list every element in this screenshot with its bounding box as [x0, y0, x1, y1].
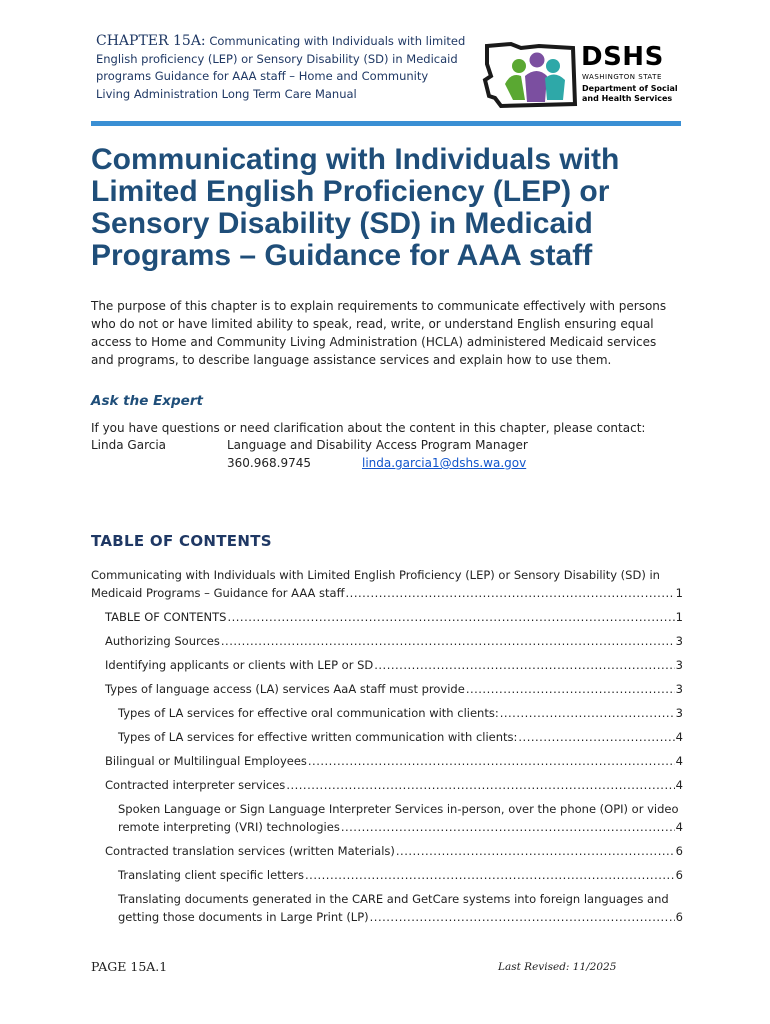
toc-entry-label: Identifying applicants or clients with LEP or SD	[105, 658, 374, 672]
toc-entry-label: Types of language access (LA) services AaA staff must provide	[105, 682, 465, 696]
toc-page-number: 6	[675, 844, 683, 858]
footer-page-number: PAGE 15A.1	[91, 959, 168, 974]
toc-leader	[308, 752, 675, 770]
toc-entry-label: remote interpreting (VRI) technologies	[118, 820, 340, 834]
toc-entry[interactable]	[91, 800, 683, 836]
toc-entry[interactable]	[91, 704, 683, 722]
toc-page-number: 3	[675, 658, 683, 672]
chapter-description: Communicating with Individuals with limited English proficiency (LEP) or Sensory Disability (SD) in Medicaid programs Guidance for AAA staff – Home and Community Living Administration Long Term Care Manual	[96, 34, 466, 101]
toc-leader	[466, 680, 675, 698]
page-title: Communicating with Individuals with Limited English Proficiency (LEP) or Sensory Disability (SD) in Medicaid Programs – Guidance for AAA staff	[91, 143, 620, 272]
toc-entry[interactable]	[91, 752, 683, 770]
contact-role: Language and Disability Access Program Manager	[227, 438, 528, 452]
header-rule	[91, 121, 681, 126]
toc-entry[interactable]	[91, 566, 683, 602]
toc-page-number: 1	[675, 610, 683, 624]
ask-expert-intro: If you have questions or need clarification about the content in this chapter, please contact:	[91, 421, 646, 435]
toc-leader	[286, 776, 674, 794]
toc-entry-label: Contracted interpreter services	[105, 778, 286, 792]
toc-page-number: 4	[675, 754, 683, 768]
toc-leader	[341, 818, 675, 836]
toc-entry-line1: Translating documents generated in the CARE and GetCare systems into foreign languages and	[118, 892, 669, 906]
toc-entry-label: Medicaid Programs – Guidance for AAA staff	[91, 586, 345, 600]
contact-email-link[interactable]: linda.garcia1@dshs.wa.gov	[362, 456, 527, 470]
toc-entry-label: Translating client specific letters	[118, 868, 305, 882]
toc-entry[interactable]	[91, 632, 683, 650]
toc-entry[interactable]	[91, 890, 683, 926]
washington-map-icon	[481, 40, 581, 112]
toc-entry-line1: Communicating with Individuals with Limited English Proficiency (LEP) or Sensory Disability (SD) in	[91, 568, 660, 582]
toc-leader	[396, 842, 675, 860]
logo-wordmark: DSHS	[581, 42, 664, 72]
chapter-header	[96, 33, 466, 103]
toc-entry[interactable]	[91, 680, 683, 698]
toc-leader	[500, 704, 675, 722]
toc-leader	[370, 908, 675, 926]
toc-leader	[374, 656, 674, 674]
toc-page-number: 6	[675, 868, 683, 882]
toc-entry-label: TABLE OF CONTENTS	[105, 610, 227, 624]
toc-entry[interactable]	[91, 728, 683, 746]
toc-entry[interactable]	[91, 866, 683, 884]
chapter-label: CHAPTER 15A:	[96, 33, 206, 49]
contact-name: Linda Garcia	[91, 438, 167, 452]
toc-entry-label: Authorizing Sources	[105, 634, 220, 648]
toc-leader	[518, 728, 674, 746]
toc-page-number: 4	[675, 820, 683, 834]
toc-entry-label: Contracted translation services (written Materials)	[105, 844, 395, 858]
toc-heading: TABLE OF CONTENTS	[91, 532, 272, 550]
toc-entry-line1: Spoken Language or Sign Language Interpreter Services in-person, over the phone (OPI) or video	[118, 802, 679, 816]
toc-page-number: 3	[675, 634, 683, 648]
purpose-paragraph: The purpose of this chapter is to explain requirements to communicate effectively with persons who do not or have limited ability to speak, read, write, or understand English ensuring equal access to Home and Community Living Administration (HCLA) administered Medicaid services and programs, to describe language assistance services and explain how to use them.	[91, 299, 667, 367]
toc-page-number: 6	[675, 910, 683, 924]
toc-page-number: 4	[675, 778, 683, 792]
logo-state: WASHINGTON STATE	[582, 73, 662, 81]
table-of-contents	[91, 566, 683, 926]
toc-leader	[227, 608, 674, 626]
toc-entry-label: Bilingual or Multilingual Employees	[105, 754, 307, 768]
toc-leader	[346, 584, 675, 602]
toc-leader	[221, 632, 675, 650]
toc-page-number: 1	[675, 586, 683, 600]
footer-last-revised: Last Revised: 11/2025	[498, 961, 617, 973]
dshs-logo	[481, 40, 681, 112]
toc-page-number: 4	[675, 730, 683, 744]
toc-page-number: 3	[675, 682, 683, 696]
toc-entry-label: Types of LA services for effective written communication with clients:	[118, 730, 518, 744]
toc-entry-label: getting those documents in Large Print (LP)	[118, 910, 369, 924]
toc-page-number: 3	[675, 706, 683, 720]
toc-entry[interactable]	[91, 842, 683, 860]
toc-entry[interactable]	[91, 776, 683, 794]
toc-leader	[305, 866, 675, 884]
contact-phone: 360.968.9745	[227, 456, 311, 470]
toc-entry[interactable]	[91, 608, 683, 626]
toc-entry-label: Types of LA services for effective oral communication with clients:	[118, 706, 499, 720]
toc-entry[interactable]	[91, 656, 683, 674]
logo-department: Department of Social and Health Services	[582, 84, 678, 103]
ask-expert-heading: Ask the Expert	[91, 393, 203, 409]
chapter-header-text	[96, 33, 466, 103]
